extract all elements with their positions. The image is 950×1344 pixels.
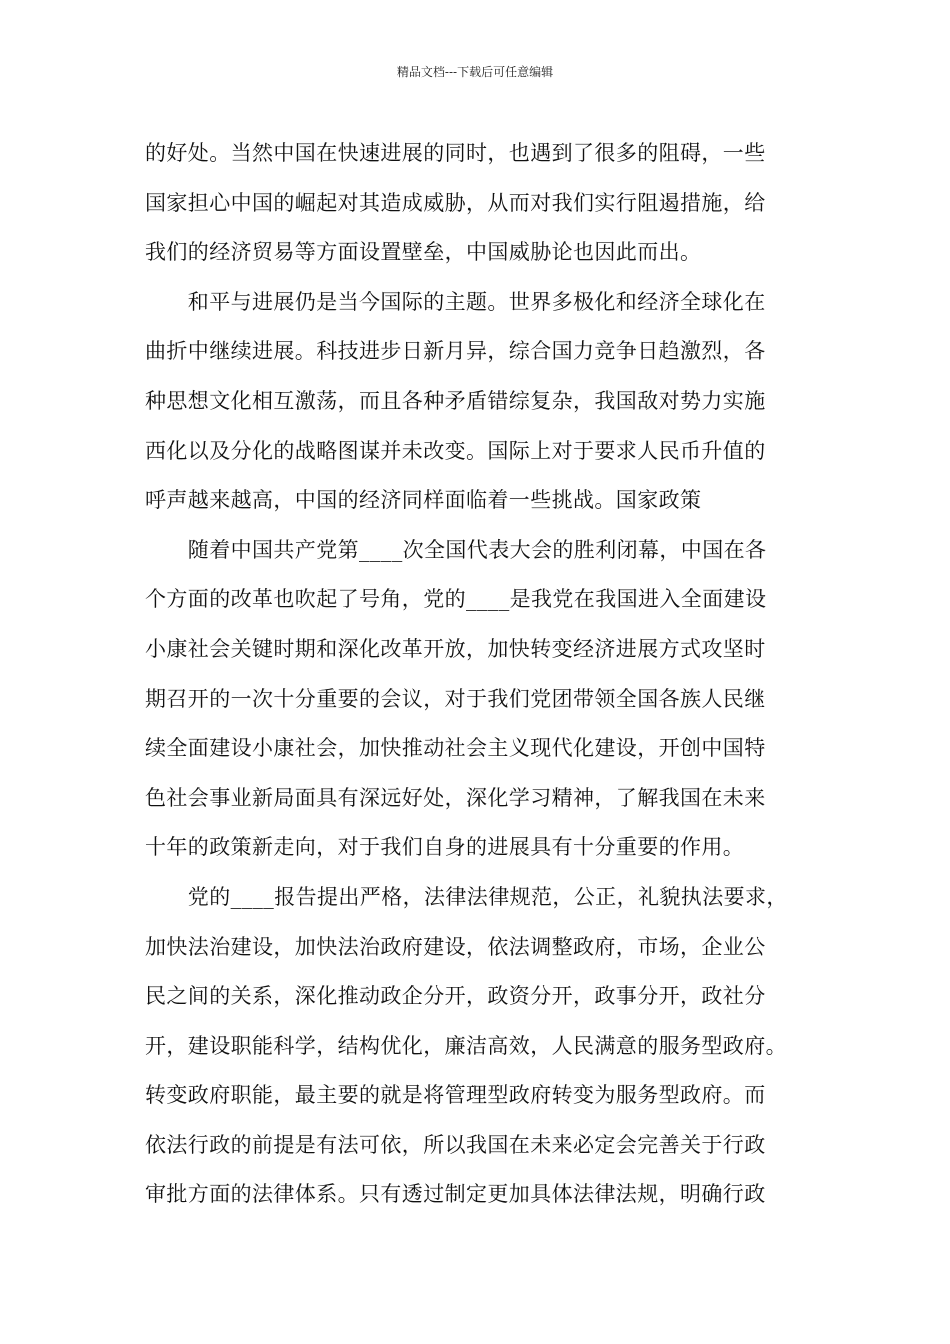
text-line: 曲折中继续进展。科技进步日新月异，综合国力竞争日趋激烈，各 [145,339,766,364]
text-line: 期召开的一次十分重要的会议，对于我们党团带领全国各族人民继 [145,686,766,711]
text-line: 续全面建设小康社会，加快推动社会主义现代化建设，开创中国特 [145,736,766,761]
text-line: 小康社会关键时期和深化改革开放，加快转变经济进展方式攻坚时 [145,636,766,661]
document-body [145,129,825,1220]
text-line: 呼声越来越高，中国的经济同样面临着一些挑战。国家政策 [145,488,702,513]
text-line: 国家担心中国的崛起对其造成威胁，从而对我们实行阻遏措施，给 [145,190,766,215]
text-line: 随着中国共产党第____次全国代表大会的胜利闭幕，中国在各 [145,537,767,562]
text-line: 民之间的关系，深化推动政企分开，政资分开，政事分开，政社分 [145,984,766,1009]
text-line: 种思想文化相互激荡，而且各种矛盾错综复杂，我国敌对势力实施 [145,388,766,413]
text-line: 转变政府职能，最主要的就是将管理型政府转变为服务型政府。而 [145,1083,766,1108]
text-line: 色社会事业新局面具有深远好处，深化学习精神，了解我国在未来 [145,785,766,810]
text-line: 审批方面的法律体系。只有透过制定更加具体法律法规，明确行政 [145,1182,766,1207]
text-line: 开，建设职能科学，结构优化，廉洁高效，人民满意的服务型政府。 [145,1033,787,1058]
text-line: 加快法治建设，加快法治政府建设，依法调整政府，市场，企业公 [145,934,766,959]
page-header: 精品文档---下载后可任意编辑 [396,65,554,79]
text-line: 个方面的改革也吹起了号角，党的____是我党在我国进入全面建设 [145,587,767,612]
text-line: 党的____报告提出严格，法律法律规范，公正，礼貌执法要求， [145,884,788,909]
text-line: 西化以及分化的战略图谋并未改变。国际上对于要求人民币升值的 [145,438,766,463]
text-line: 我们的经济贸易等方面设置壁垒，中国威胁论也因此而出。 [145,240,702,265]
text-line: 的好处。当然中国在快速进展的同时，也遇到了很多的阻碍，一些 [145,141,766,165]
text-line: 十年的政策新走向，对于我们自身的进展具有十分重要的作用。 [145,835,745,860]
text-line: 依法行政的前提是有法可依，所以我国在未来必定会完善关于行政 [145,1132,766,1157]
text-line: 和平与进展仍是当今国际的主题。世界多极化和经济全球化在 [145,289,766,314]
